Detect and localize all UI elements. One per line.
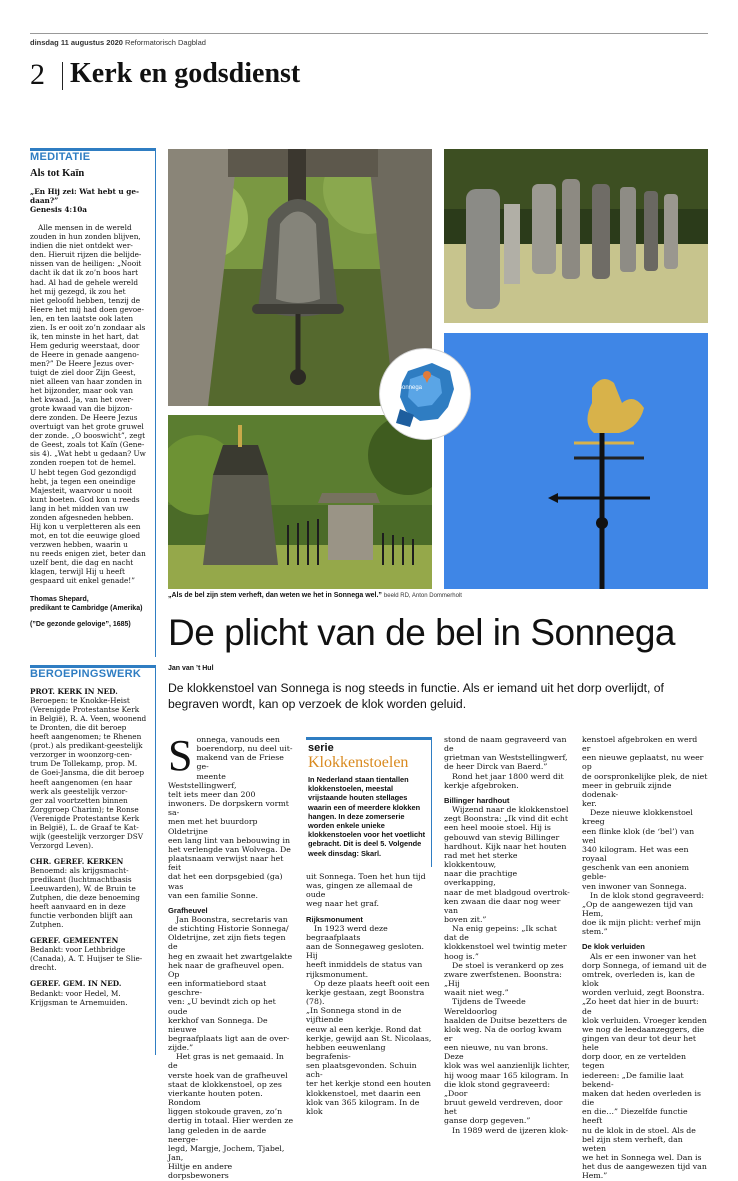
text-line: omtrek, overleden is, kan de klok	[582, 969, 695, 989]
text-line: inwoners. De dorpskern vormt sa-	[168, 799, 289, 818]
entry-line: Benoemd: als krijgsmacht-	[30, 865, 129, 875]
text-line: kunt boeten. God kon u reeds	[30, 494, 140, 504]
text-line: Heere het mij had doen gevoe-	[30, 304, 144, 314]
text-line: Oldetrijne, zet zijn fiets tegen de	[168, 933, 286, 952]
entry-line: werk als geestelijk verzor-	[30, 786, 128, 796]
text-line: grote kwaad van die bijzon-	[30, 404, 133, 414]
column-4-body	[582, 952, 708, 1181]
text-line: gebouwd van stevig Billinger	[444, 832, 560, 842]
text-line: kerkje gestaan, zegt Boonstra (78).	[306, 987, 425, 1007]
text-line: zouden in hun zonden blijven,	[30, 232, 141, 242]
text-line: iedereen: „De familie laat bekend-	[582, 1070, 684, 1089]
text-line: grietman van Weststellingwerf,	[444, 753, 568, 763]
entry-line: wijk (geestelijk verzorger DSV	[30, 831, 143, 841]
text-line: telt iets meer dan 200	[168, 789, 256, 799]
text-line: uit Sonnega. Toen het hun tijd	[306, 872, 426, 881]
header-dateline	[30, 38, 206, 47]
text-line: boven zit.”	[444, 914, 487, 924]
text-line: 340 kilogram. Het was een royaal	[582, 844, 689, 864]
text-line: Hem.”	[582, 1171, 608, 1181]
text-line: zonden afgesneden hebben.	[30, 512, 134, 522]
text-line: hardhout. Kijk naar het houten	[444, 841, 567, 851]
entry-line: de Goei-Jansma, die dit beroep	[30, 768, 145, 778]
photo-bell-tower	[168, 415, 432, 589]
text-line: men met het buurdorp Oldetrijne	[168, 817, 258, 836]
entry-line: verzorger in woonzorg-cen-	[30, 750, 132, 760]
text-line: overtuigt van het grote gruwel	[30, 422, 144, 432]
meditatie-kicker: MEDITATIE	[30, 151, 91, 163]
text-line: zijde.”	[168, 1043, 194, 1053]
text-line: hek naar de grafheuvel open. Op	[168, 960, 285, 979]
page-number-divider	[62, 62, 63, 90]
text-line: hebt, ja tegen een oneindige	[30, 476, 136, 486]
text-line: naar die prachtige overkapping,	[444, 869, 518, 888]
entry-line: Leeuwarden), W. de Bruin te	[30, 884, 136, 894]
text-line: het kwaad. Ja, van het over-	[30, 395, 134, 405]
verse-line: daan?”	[30, 196, 59, 206]
subhead-grafheuvel: Grafheuvel	[168, 905, 208, 915]
text-line: een informatiebord staat geschre-	[168, 979, 267, 998]
caption-text: „Als de bel zijn stem verheft, dan weten we het in Sonnega wel.”	[168, 592, 382, 599]
article-headline: De plicht van de bel in Sonnega	[168, 612, 675, 653]
text-line: hebben eeuwenlang begrafenis-	[306, 1042, 386, 1061]
photo-graves	[444, 149, 708, 323]
entry-line: (Canada), A. T. Huijser te Slie-	[30, 954, 143, 964]
text-line: Als er een inwoner van het	[590, 951, 697, 961]
text-line: had. Al had de gehele wereld	[30, 277, 138, 287]
beroepingswerk-column	[30, 670, 156, 1014]
meditatie-body	[30, 223, 156, 585]
text-line: Alle mensen in de wereld	[38, 223, 132, 233]
text-line: een flinke klok (de ‘bel’) van wel	[582, 826, 695, 845]
text-line: zegt Boonstra: „Ik vind dit echt	[444, 814, 569, 824]
text-line: klok weg. Na de oorlog kwam er	[444, 1024, 562, 1043]
text-line: men?” De Heere Jezus over-	[30, 358, 135, 368]
text-line: de Geest, zoals tot Kaïn (Gene-	[30, 440, 145, 450]
text-line: zien. Is er ooit zo’n zondaar als	[30, 322, 146, 332]
meditatie-author: Thomas Shepard,	[30, 596, 89, 604]
beroepingswerk-entry	[30, 936, 156, 972]
map-inset	[379, 348, 471, 440]
text-line: meer in gebruik zijnde dodenak-	[582, 780, 672, 799]
text-line: lang geleden in de aarde neerge-	[168, 1125, 267, 1144]
text-line: een nieuwe, nu van brons. Deze	[444, 1043, 549, 1062]
text-line: eeuw al een kerkje. Rond dat	[306, 1024, 422, 1034]
text-line: legd, Margje, Jochem, Tjabel, Jan,	[168, 1143, 285, 1163]
text-line: maken dat heden overleden is die	[582, 1088, 702, 1108]
text-line: Tijdens de Tweede Wereldoorlog	[444, 997, 526, 1016]
text-line: Het gras is net gemaaid. In de	[168, 1052, 284, 1071]
text-line: gingen van deur tot deur het hele	[582, 1034, 697, 1053]
serie-box	[306, 737, 432, 867]
text-line: niet geloofd hebben, tenzij de	[30, 295, 141, 305]
text-line: „Op de aangewezen tijd van Hem,	[582, 899, 694, 918]
header-rule	[30, 33, 708, 34]
text-line: Hij kon u verpletteren als een	[30, 521, 141, 531]
text-line: De stoel is verankerd op zes	[452, 960, 564, 970]
entry-line: Beroepen: te Knokke-Heist	[30, 696, 130, 706]
text-line: dertig in totaal. Hier werden ze	[168, 1116, 294, 1126]
church-name: PROT. KERK IN NED.	[30, 687, 118, 697]
photo-credit: beeld RD, Anton Dommerholt	[383, 593, 462, 599]
text-line: den. Hieruit rijzen die belijde-	[30, 250, 142, 260]
text-line: der zonde. „O booswicht”, zegt	[30, 431, 146, 441]
entry-line: in België), R. A. Veen, woonend	[30, 714, 147, 724]
text-line: heeft inmiddels de status van	[306, 960, 423, 970]
photo-weathervane	[444, 333, 708, 589]
beroepingswerk-entry	[30, 979, 156, 1006]
subhead-rijksmonument: Rijksmonument	[306, 914, 363, 924]
text-line: ter het kerkje stond een houten	[306, 1079, 432, 1089]
text-line: en die…” Diezelfde functie heeft	[582, 1107, 688, 1126]
text-line: gespaard uit enkel genade!”	[30, 576, 135, 586]
text-line: de Heere in genade aangeno-	[30, 349, 140, 359]
column-3-lead	[444, 735, 570, 790]
text-line: de oorspronkelijke plek, de niet	[582, 771, 708, 781]
entry-line: (Verenigde Protestantse Kerk	[30, 705, 140, 715]
entry-line: (Verenigde Protestantse Kerk	[30, 813, 140, 823]
text-line: heg en zwaait het zwartgelakte	[168, 951, 293, 961]
issue-date: dinsdag 11 augustus 2020	[30, 38, 123, 47]
text-line: Deze nieuwe klokkenstoel kreeg	[582, 808, 693, 827]
text-line: klagen, terwijl Hij u heeft	[30, 567, 125, 577]
article-column-3	[444, 735, 570, 1135]
column-2-lead	[306, 872, 432, 909]
entry-line: Bedankt: voor Lethbridge	[30, 945, 126, 955]
text-line: sen plaatsgevonden. Schuin ach-	[306, 1061, 417, 1080]
text-line: dere zonden. De Heere Jezus	[30, 413, 138, 423]
text-line: weg naar het graf.	[306, 899, 379, 909]
meditatie-author-role: predikant te Cambridge (Amerika)	[30, 605, 143, 613]
subhead-billinger-hardhout: Billinger hardhout	[444, 795, 510, 805]
text-line: staat de klokkenstoel, op zes	[168, 1079, 282, 1089]
text-line: een heel mooie stoel. Hij is	[444, 823, 551, 833]
text-line: het dus de aangewezen tijd van	[582, 1162, 707, 1172]
subhead-de-klok-verluiden: De klok verluiden	[582, 942, 645, 952]
entry-line: ger zal voortzetten binnen	[30, 795, 128, 805]
text-line: worden verluid, zegt Boonstra.	[582, 988, 705, 998]
entry-line: functie verbonden blijft aan	[30, 911, 133, 921]
column-4-lead	[582, 735, 708, 936]
text-line: bel zijn stem verheft, dan weten	[582, 1134, 683, 1153]
text-line: In de klok stond gegraveerd:	[590, 890, 705, 900]
text-line: een lang lint van bebouwing in	[168, 835, 291, 845]
photo-caption	[168, 592, 462, 599]
text-line: zonden roepen tot de hemel.	[30, 458, 136, 468]
text-line: dorp Sonnega, of iemand uit de	[582, 960, 707, 970]
text-line: kerkje afgebroken.	[444, 780, 519, 790]
text-line: uzelf bent, die dag en nacht	[30, 557, 134, 567]
text-line: plaatsnaam verwijst naar het feit	[168, 854, 284, 873]
meditatie-verse	[30, 187, 156, 214]
text-line: we nog de leedaanzeggers, die	[582, 1024, 705, 1034]
entry-line: Bedankt: voor Hedel, M.	[30, 988, 121, 998]
entry-line: Krijgsman te Arnemuiden.	[30, 997, 128, 1007]
entry-line: drecht.	[30, 963, 57, 973]
text-line: het verlengde van Wolvega. De	[168, 844, 291, 854]
text-line: „Zo heet dat hier in de buurt: de	[582, 997, 699, 1016]
text-line: klok van 365 kilogram. In de klok	[306, 1097, 420, 1116]
beroepingswerk-kicker: BEROEPINGSWERK	[30, 668, 142, 680]
text-line: we het in Sonnega wel. Dan is	[582, 1153, 702, 1163]
text-line: Wijzend naar de klokkenstoel	[452, 805, 569, 815]
text-line: nissen van de heiligen: „Nooit	[30, 259, 142, 269]
text-line: rad met het sterke klokkentouw,	[444, 850, 518, 870]
entry-line: Zutphen, die deze benoeming	[30, 893, 140, 903]
entry-line: trum De Tollekamp, prop. M.	[30, 759, 138, 769]
text-line: een nieuwe geplaatst, nu weer op	[582, 753, 704, 772]
serie-text: In Nederland staan tientallen klokkenstoelen, meestal vrijstaande houten stellages waarin een of meerdere klokken hangen. In deze zomerserie worden enkele unieke klokkenstoelen voor het voetlicht gebracht. Dit is deel 5. Volgende week dinsdag: Skarl.	[308, 775, 426, 858]
text-line: bruut geweld verdreven, door het	[444, 1098, 563, 1117]
meditatie-source: (”De gezonde gelovige”, 1685)	[30, 621, 131, 629]
text-line: kerkhof van Sonnega. De nieuwe	[168, 1015, 268, 1034]
text-line: ker.	[582, 799, 597, 809]
text-line: het mij gezegd, ik zou het	[30, 286, 126, 296]
text-line: U hebt tegen God gezondigd	[30, 467, 137, 477]
text-line: hij woog maar 165 kilogram. In	[444, 1070, 569, 1080]
text-line: zware zwerfstenen. Boonstra: „Hij	[444, 969, 562, 989]
drop-cap: S	[168, 731, 193, 780]
church-name: GEREF. GEM. IN NED.	[30, 979, 122, 989]
text-line: klok verluiden. Vroeger kenden	[582, 1015, 707, 1025]
beroepingswerk-entry	[30, 857, 156, 929]
text-line: doe ik mijn plicht: verhef mijn	[582, 918, 701, 928]
church-name: GEREF. GEMEENTEN	[30, 936, 119, 946]
column-3-body	[444, 805, 570, 1135]
page-number: 2	[30, 58, 45, 91]
beroepingswerk-entries	[30, 687, 156, 1007]
text-line: waait niet weg.”	[444, 988, 509, 998]
text-line: nu de klok in de stoel. Als de	[582, 1125, 696, 1135]
text-line: Na enig gepeins: „Ik schat dat de	[444, 924, 557, 943]
article-byline: Jan van ’t Hul	[168, 665, 214, 672]
verse-ref: Genesis 4:10a	[30, 205, 88, 215]
text-line: nu reeds enigen ziet, beter dan	[30, 548, 146, 558]
entry-line: in België), L. de Graaf te Kat-	[30, 822, 139, 832]
text-line: onnega, vanouds een	[196, 735, 280, 744]
text-line: haalden de Duitse bezetters de	[444, 1015, 568, 1025]
article-intro: De klokkenstoel van Sonnega is nog steeds in functie. Als er iemand uit het dorp overlijdt, of begraven wordt, kan op verzoek de klok worden geluid.	[168, 681, 664, 711]
column-2-body	[306, 924, 432, 1116]
text-line: Hem gedurig weerstaat, door	[30, 340, 140, 350]
text-line: ganse dorp gegeven.”	[444, 1116, 531, 1126]
text-line: meente Weststellingwerf,	[168, 771, 237, 790]
entry-line: (prot.) als predikant-geestelijk	[30, 741, 143, 751]
text-line: vierkante houten poten. Rondom	[168, 1088, 263, 1108]
text-line: In 1989 werd de ijzeren klok-	[452, 1125, 569, 1135]
text-line: kerkje, gewijd aan St. Nicolaas,	[306, 1033, 432, 1043]
text-line: naar de met bladgoud overtrok-	[444, 887, 570, 897]
text-line: mot, en tot die eeuwige gloed	[30, 530, 141, 540]
serie-title: Klokkenstoelen	[308, 754, 409, 771]
text-line: Jan Boonstra, secretaris van	[176, 914, 288, 924]
article-column-2	[306, 872, 432, 1116]
text-line: indien die niet ontdekt wer-	[30, 241, 133, 251]
church-name: CHR. GEREF. KERKEN	[30, 856, 124, 866]
text-line: ven: „U bevindt zich op het oude	[168, 997, 276, 1016]
text-line: stond de naam gegraveerd van de	[444, 735, 567, 754]
text-line: stem.”	[582, 927, 608, 937]
serie-label: serie	[308, 742, 334, 754]
text-line: niet alleen van haar zonden in	[30, 377, 142, 387]
text-line: „In Sonnega stond in de vijftiende	[306, 1006, 402, 1025]
entry-line: predikant (luchtmachtbasis	[30, 874, 132, 884]
text-line: dacht ik dat ik zo’n boos hart	[30, 268, 139, 278]
text-line: van een familie Sonne.	[168, 890, 258, 900]
text-line: die klok stond gegraveerd: „Door	[444, 1079, 550, 1098]
text-line: het bijzonder, maar ook van	[30, 386, 133, 396]
text-line: begraafplaats ligt aan de over-	[168, 1034, 290, 1043]
text-line: was, gingen ze allemaal de oude	[306, 881, 413, 900]
text-line: de heer Dirck van Baerd.”	[444, 762, 548, 772]
text-line: aan de Sonnegaweg gesloten. Hij	[306, 942, 425, 961]
text-line: liggen stokoude graven, zo’n	[168, 1107, 283, 1117]
text-line: hoog is.”	[444, 951, 479, 961]
text-line: klokkenstoel, met daarin een	[306, 1088, 421, 1098]
entry-line: Verzorgd Leven).	[30, 840, 94, 850]
meditatie-title: Als tot Kaïn	[30, 168, 85, 180]
text-line: klokkenstoel wel twintig meter	[444, 942, 567, 952]
text-line: ik, ten minste in het hart, dat	[30, 331, 139, 341]
text-line: In 1923 werd deze begraafplaats	[306, 923, 388, 942]
verse-line: „En Hij zei: Wat hebt u ge-	[30, 187, 140, 197]
text-line: geschenk van een anoniem geble-	[582, 863, 690, 882]
text-line: de stichting Historie Sonnega/	[168, 924, 289, 934]
beroepingswerk-entry	[30, 687, 156, 850]
text-line: verste hoek van de grafheuvel	[168, 1070, 288, 1080]
text-line: Rond het jaar 1800 werd dit	[452, 771, 564, 781]
text-line: sis 4). „Wat hebt u gedaan? Uw	[30, 449, 146, 459]
paper-name: Reformatorisch Dagblad	[125, 38, 206, 47]
text-line: kenstoel afgebroken en werd er	[582, 735, 698, 754]
text-line: verzwen hebben, waarin u	[30, 539, 128, 549]
entry-line: heeft aangenomen (en haar	[30, 777, 133, 787]
entry-line: te Dronten, die dit beroep	[30, 723, 127, 733]
text-line: ven inwoner van Sonnega.	[582, 881, 687, 891]
text-line: boerendorp, nu deel uit-	[196, 744, 293, 754]
text-line: len, en ten laatste ook laten	[30, 313, 134, 323]
text-line: dat het een dorpsgebied (ga) was	[168, 872, 283, 891]
entry-line: Zorggroep Charim); te Ronse	[30, 804, 139, 814]
text-line: tuigt de ziel door Zijn Geest,	[30, 367, 136, 377]
article-column-1	[168, 731, 294, 1181]
text-line: dorp door, en ze vertelden tegen	[582, 1052, 687, 1071]
text-line: Hiltje en andere dorpsbewoners	[168, 1162, 233, 1181]
column-1-body	[168, 915, 294, 1181]
entry-line: Zutphen.	[30, 920, 64, 930]
article-column-4	[582, 735, 708, 1181]
entry-line: heeft aangenomen; te Rhenen	[30, 732, 142, 742]
text-line: makend van de Friese ge-	[196, 753, 284, 772]
text-line: rijksmonument.	[306, 969, 369, 979]
text-line: Op deze plaats heeft ooit een	[314, 978, 430, 988]
text-line: ken zwaan die daar nog weer van	[444, 896, 561, 915]
meditatie-column	[30, 153, 156, 629]
entry-line: heeft aanvaard en in deze	[30, 902, 126, 912]
text-line: klok was wel aanzienlijk lichter,	[444, 1061, 570, 1071]
section-title: Kerk en godsdienst	[70, 58, 301, 89]
text-line: lang in het midden van uw	[30, 503, 129, 513]
map-location-label: Sonnega	[398, 385, 423, 391]
text-line: Majesteit, waarvoor u nooit	[30, 485, 133, 495]
